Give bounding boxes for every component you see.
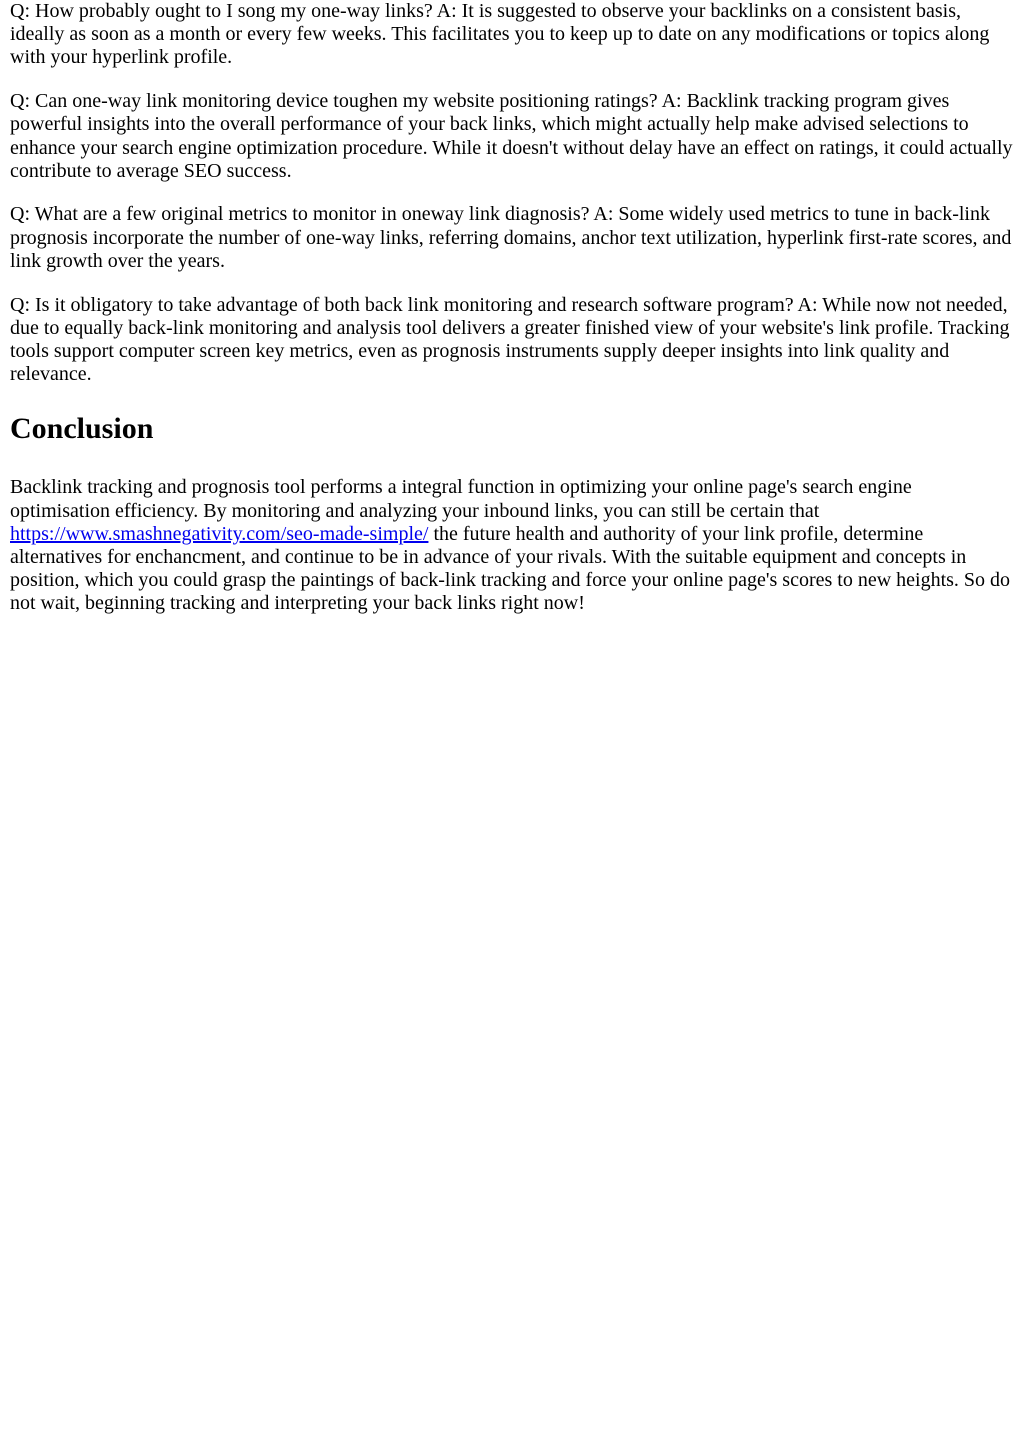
faq-paragraph-3: Q: What are a few original metrics to monitor in oneway link diagnosis? A: Some widely used metrics to tune in back-link prognosis incorporate the number of one-way links, referring domains, anchor text utilization, hyperlink first-rate scores, and link growth over the years. — [10, 203, 1012, 272]
seo-made-simple-link[interactable]: https://www.smashnegativity.com/seo-made-simple/ — [10, 522, 429, 545]
conclusion-text-end: the future health and authority of your link profile, determine alternatives for enchancment, and continue to be in advance of your rivals. With the suitable equipment and concepts in position, which you could grasp the paintings of back-link tracking and force your online page's scores to new heights. So do not wait, beginning tracking and interpreting your back links right now! — [10, 522, 1011, 615]
conclusion-paragraph — [10, 476, 1014, 615]
conclusion-heading: Conclusion — [10, 412, 154, 446]
document-page — [0, 0, 1024, 616]
faq-paragraph-1: Q: How probably ought to I song my one-way links? A: It is suggested to observe your backlinks on a consistent basis, ideally as soon as a month or every few weeks. This facilitates you to keep up to date on any modifications or topics along with your hyperlink profile. — [10, 0, 990, 69]
faq-paragraph-2: Q: Can one-way link monitoring device toughen my website positioning ratings? A: Backlink tracking program gives powerful insights into the overall performance of your back links, which might actually help make advised selections to enhance your search engine optimization procedure. While it doesn't without delay have an effect on ratings, it could actually contribute to average SEO success. — [10, 90, 1013, 182]
conclusion-text-start: Backlink tracking and prognosis tool performs a integral function in optimizing your online page's search engine optimisation efficiency. By monitoring and analyzing your inbound links, you can still be certain that — [10, 476, 912, 522]
faq-paragraph-4: Q: Is it obligatory to take advantage of both back link monitoring and research software program? A: While now not needed, due to equally back-link monitoring and analysis tool delivers a greater finished view of your website's link profile. Tracking tools support computer screen key metrics, even as prognosis instruments supply deeper insights into link quality and relevance. — [10, 293, 1010, 386]
